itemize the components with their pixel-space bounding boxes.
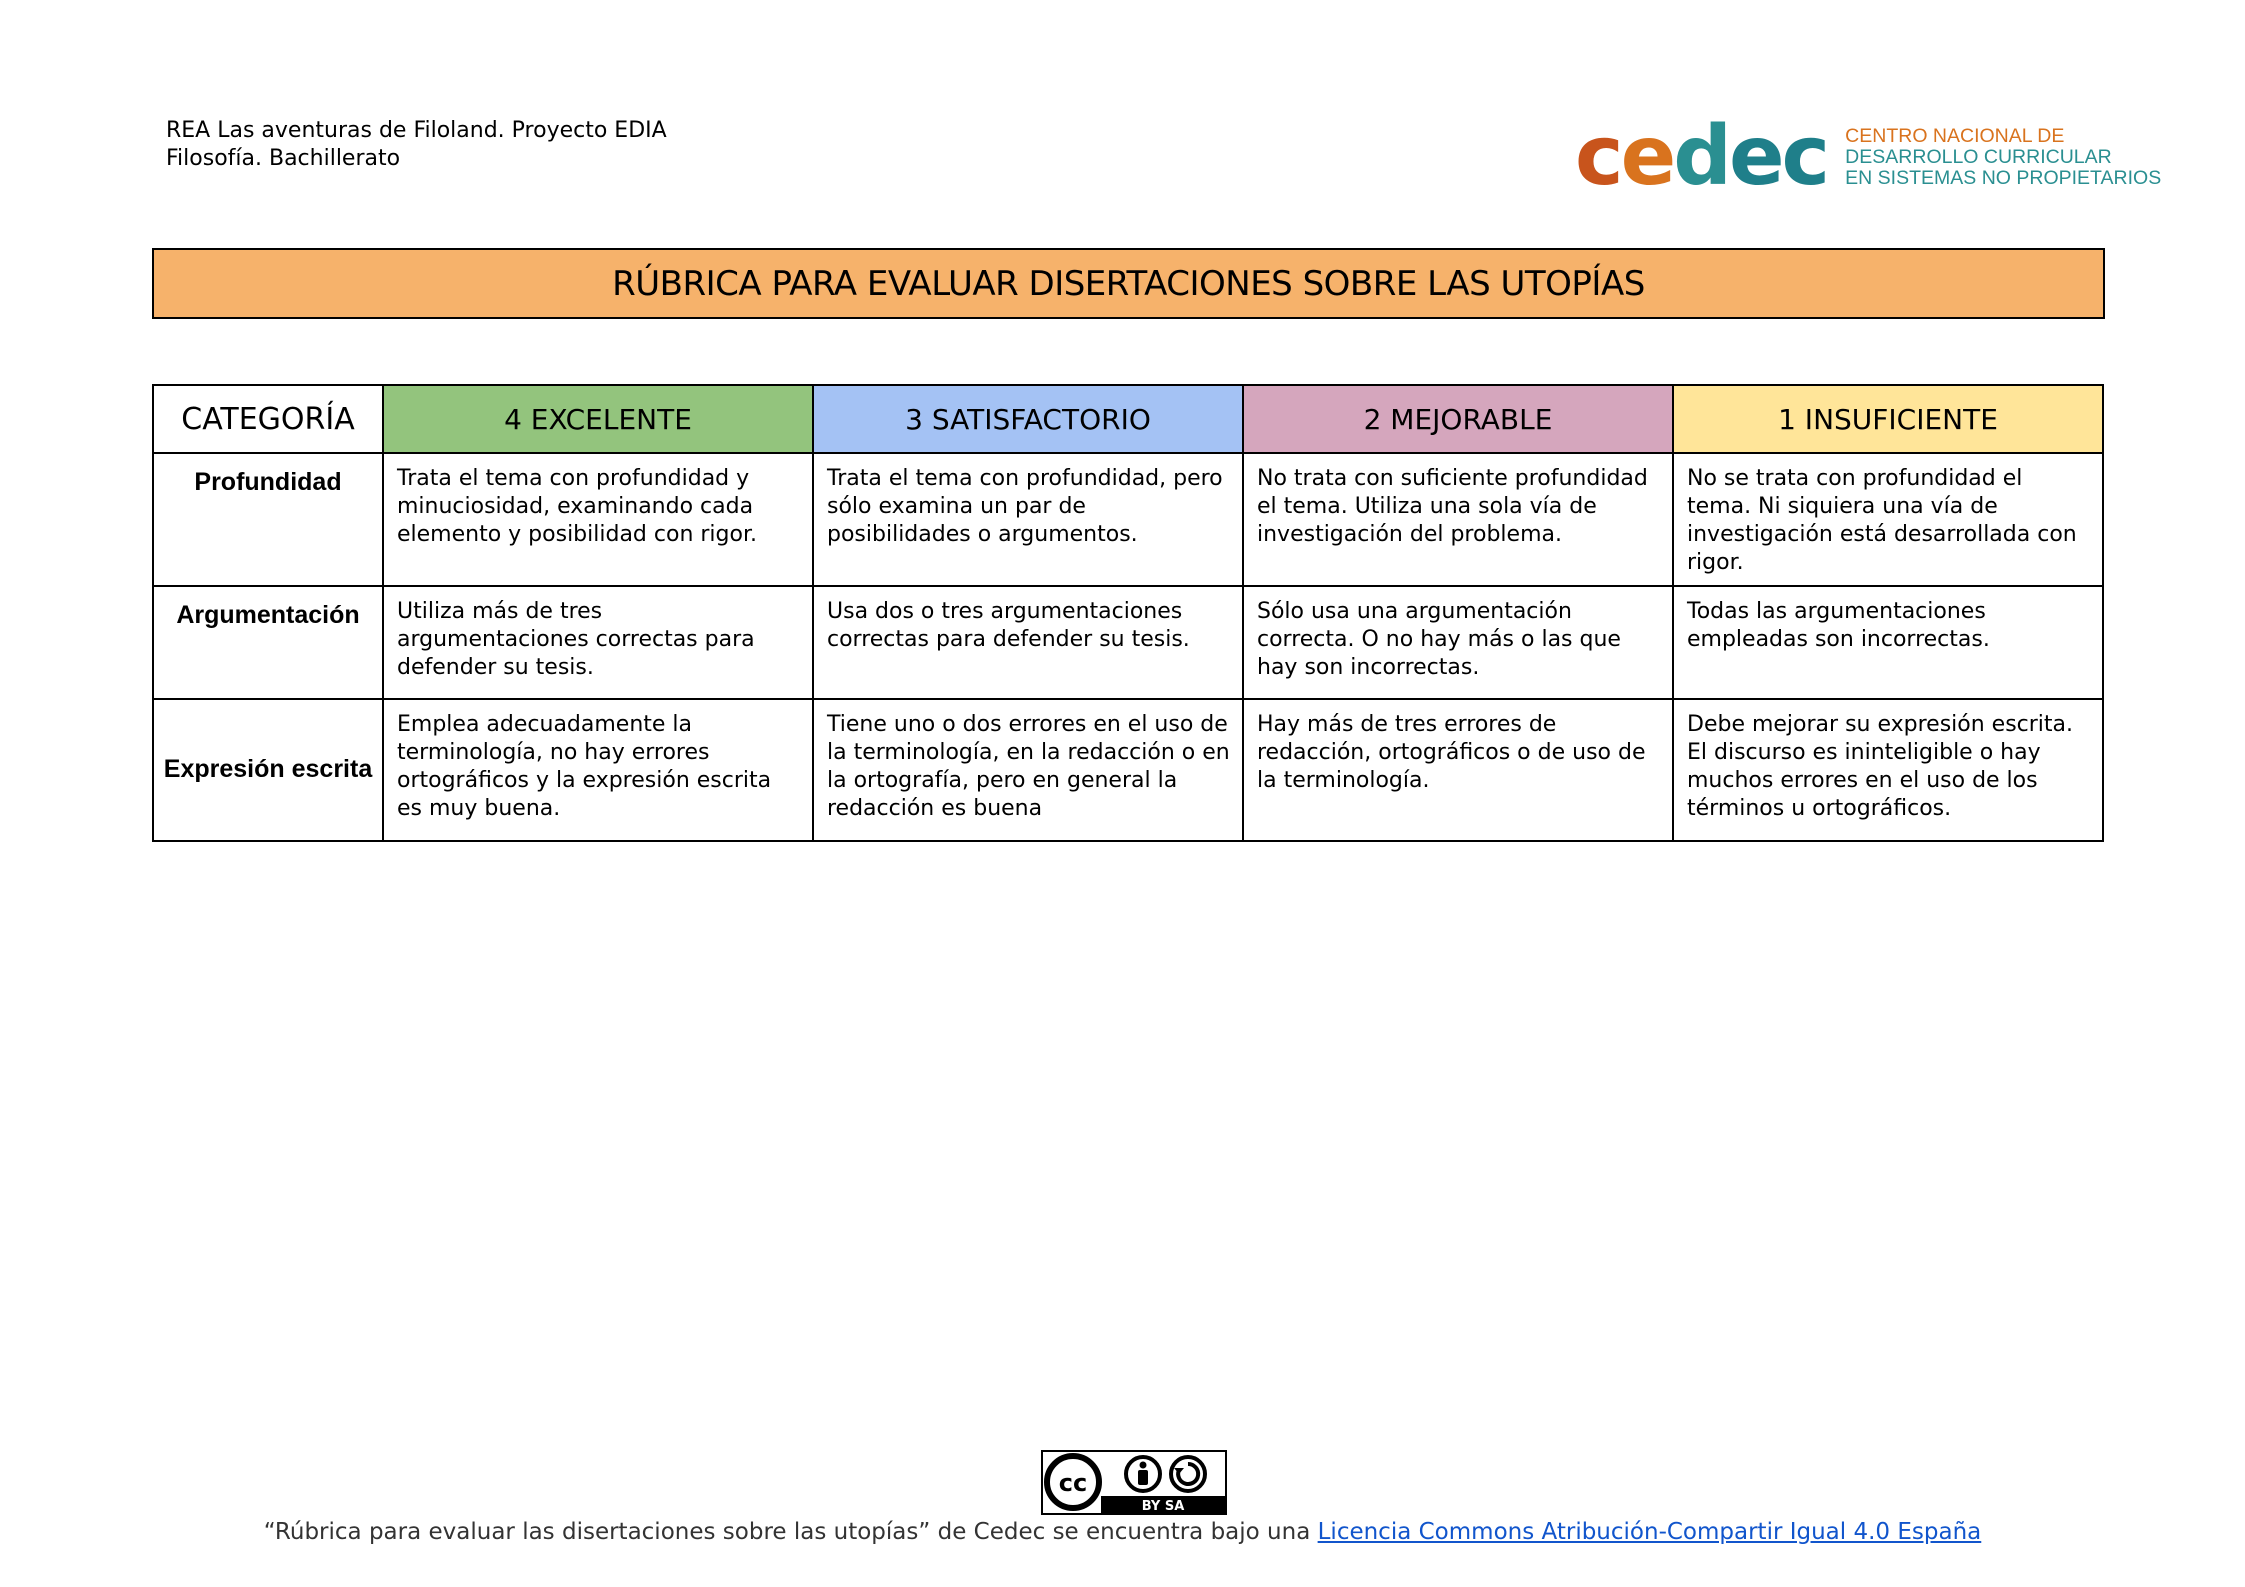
cc-license-badge[interactable] (1041, 1450, 1227, 1515)
header-project-line: REA Las aventuras de Filoland. Proyecto EDIA (166, 118, 667, 143)
table-row (153, 453, 2103, 586)
category-cell: Argumentación (153, 586, 383, 699)
rubric-cell: Emplea adecuadamente la terminología, no hay errores ortográficos y la expresión escrita es muy buena. (383, 699, 813, 841)
table-row (153, 699, 2103, 841)
rubric-cell: Todas las argumentaciones empleadas son incorrectas. (1673, 586, 2103, 699)
logo-tagline-line: CENTRO NACIONAL DE (1845, 124, 2065, 147)
rubric-cell: Usa dos o tres argumentaciones correctas para defender su tesis. (813, 586, 1243, 699)
rubric-table (152, 384, 2104, 842)
level-header-mejorable: 2 MEJORABLE (1243, 385, 1673, 453)
cc-by-sa-icon (1043, 1452, 1225, 1513)
rubric-cell: No se trata con profundidad el tema. Ni siquiera una vía de investigación está desarrollada con rigor. (1673, 453, 2103, 586)
document-header (166, 117, 667, 173)
level-header-insuficiente: 1 INSUFICIENTE (1673, 385, 2103, 453)
license-link[interactable]: Licencia Commons Atribución-Compartir Igual 4.0 España (1317, 1519, 1982, 1545)
rubric-cell: Debe mejorar su expresión escrita. El discurso es ininteligible o hay muchos errores en el uso de los términos u ortográficos. (1673, 699, 2103, 841)
cc-badge-label: BY SA (1141, 1499, 1185, 1513)
rubric-cell: No trata con suficiente profundidad el tema. Utiliza una sola vía de investigación del problema. (1243, 453, 1673, 586)
rubric-cell: Sólo usa una argumentación correcta. O no hay más o las que hay son incorrectas. (1243, 586, 1673, 699)
rubric-cell: Utiliza más de tres argumentaciones correctas para defender su tesis. (383, 586, 813, 699)
logo-tagline-line: EN SISTEMAS NO PROPIETARIOS (1845, 166, 2162, 189)
rubric-cell: Tiene uno o dos errores en el uso de la terminología, en la redacción o en la ortografía, pero en general la redacción es buena (813, 699, 1243, 841)
level-header-satisfactorio: 3 SATISFACTORIO (813, 385, 1243, 453)
cedec-logo-word: cedec (1575, 109, 1828, 204)
rubric-cell: Trata el tema con profundidad, pero sólo examina un par de posibilidades o argumentos. (813, 453, 1243, 586)
logo-tagline-line: DESARROLLO CURRICULAR (1845, 145, 2112, 168)
rubric-title: RÚBRICA PARA EVALUAR DISERTACIONES SOBRE LAS UTOPÍAS (152, 248, 2105, 319)
rubric-cell: Hay más de tres errores de redacción, ortográficos o de uso de la terminología. (1243, 699, 1673, 841)
cedec-logo (1575, 109, 2162, 204)
category-column-header: CATEGORÍA (153, 385, 383, 453)
table-row (153, 586, 2103, 699)
svg-text:cc: cc (1058, 1469, 1088, 1497)
license-statement: “Rúbrica para evaluar las disertaciones sobre las utopías” de Cedec se encuentra bajo una (263, 1519, 1318, 1545)
rubric-cell: Trata el tema con profundidad y minuciosidad, examinando cada elemento y posibilidad con rigor. (383, 453, 813, 586)
category-cell: Expresión escrita (153, 699, 383, 841)
cedec-logo-tagline (1845, 126, 2161, 189)
category-cell: Profundidad (153, 453, 383, 586)
table-header-row (153, 385, 2103, 453)
header-subject-line: Filosofía. Bachillerato (166, 146, 401, 171)
license-footer (0, 1519, 2245, 1545)
level-header-excelente: 4 EXCELENTE (383, 385, 813, 453)
